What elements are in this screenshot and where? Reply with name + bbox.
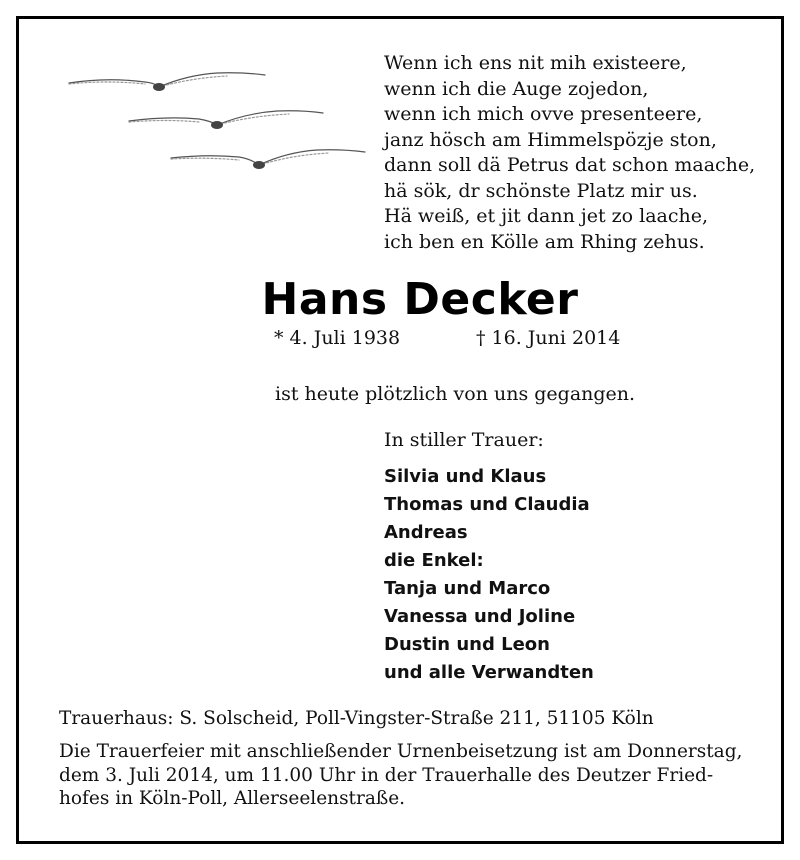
mourner-name: Tanja und Marco (384, 578, 551, 599)
flying-birds-icon (67, 55, 367, 185)
deceased-name: Hans Decker (261, 274, 579, 325)
ceremony-details (59, 740, 759, 811)
ceremony-line: hofes in Köln-Poll, Allerseelenstraße. (59, 788, 406, 809)
mourner-name: und alle Verwandten (384, 662, 594, 683)
mourner-name: Andreas (384, 522, 468, 543)
poem-line: wenn ich mich ovve presenteere, (384, 103, 703, 125)
poem-line: Wenn ich ens nit mih existeere, (384, 52, 687, 74)
poem-line: hä sök, dr schönste Platz mir us. (384, 179, 698, 202)
poem-line: dann soll dä Petrus dat schon maache, (384, 154, 756, 176)
mourning-label: In stiller Trauer: (384, 429, 544, 451)
trauerhaus-address: Trauerhaus: S. Solscheid, Poll-Vingster-Straße 211, 51105 Köln (59, 708, 654, 729)
mourner-name: Silvia und Klaus (384, 466, 547, 487)
birth-date: * 4. Juli 1938 (274, 327, 401, 349)
mourner-name: Dustin und Leon (384, 634, 550, 655)
poem-line: wenn ich die Auge zojedon, (384, 77, 649, 100)
poem-line: janz hösch am Himmelspözje ston, (384, 128, 717, 151)
ceremony-line: Die Trauerfeier mit anschließender Urnenbeisetzung ist am Donnerstag, (59, 741, 743, 762)
announcement-text: ist heute plötzlich von uns gegangen. (275, 383, 636, 405)
ceremony-line: dem 3. Juli 2014, um 11.00 Uhr in der Trauerhalle des Deutzer Fried- (59, 764, 714, 786)
mourner-name: Vanessa und Joline (384, 606, 576, 627)
mourners-list (384, 463, 594, 687)
poem (384, 51, 774, 255)
poem-line: ich ben en Kölle am Rhing zehus. (384, 230, 705, 253)
mourner-name: Thomas und Claudia (384, 494, 590, 515)
death-date: † 16. Juni 2014 (476, 327, 621, 349)
mourner-name: die Enkel: (384, 550, 484, 571)
obituary-frame (16, 16, 784, 844)
poem-line: Hä weiß, et jit dann jet zo laache, (384, 205, 709, 227)
